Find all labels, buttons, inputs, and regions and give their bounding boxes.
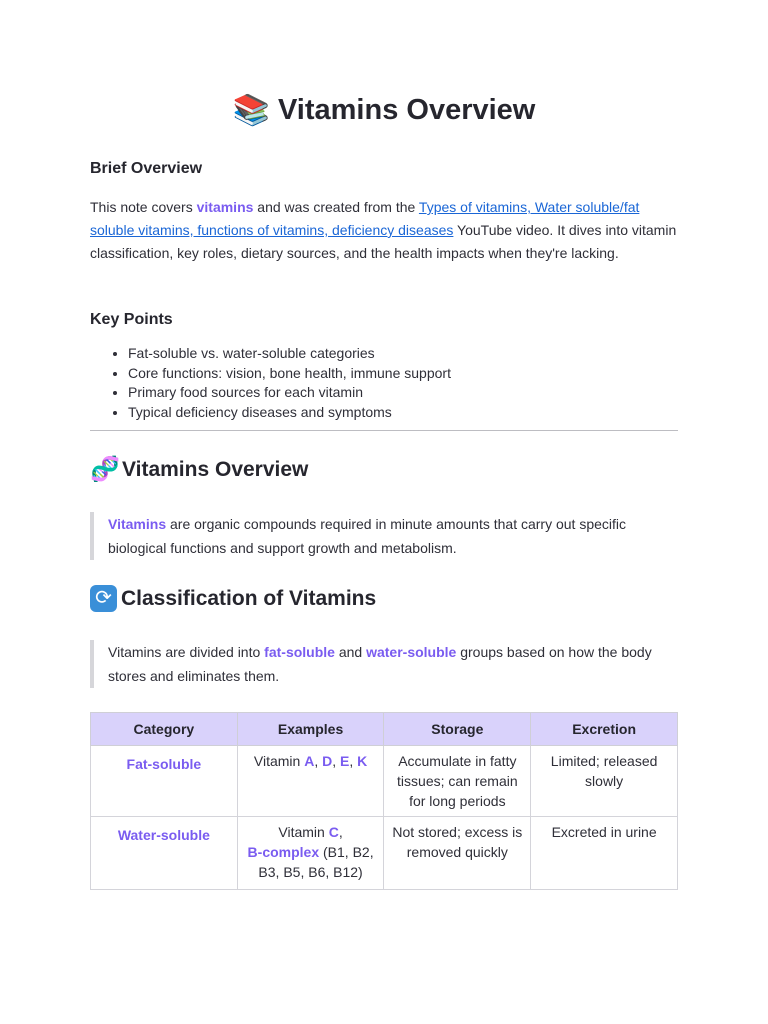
highlight-water-soluble: water-soluble — [366, 644, 457, 660]
classification-callout — [90, 640, 680, 688]
list-item: • Primary food sources for each vitamin — [128, 383, 678, 403]
list-item: • Core functions: vision, bone health, immune support — [128, 364, 678, 384]
vitamin-classification-table — [90, 712, 678, 890]
list-item: • Typical deficiency diseases and symptoms — [128, 403, 678, 423]
storage-cell: Not stored; excess is removed quickly — [384, 817, 531, 890]
category-cell — [91, 746, 238, 817]
category-fat-soluble: Fat-soluble — [126, 756, 202, 772]
brief-overview-heading: Brief Overview — [90, 160, 203, 177]
page-title-text: Vitamins Overview — [277, 94, 536, 126]
b-complex-list: (B1, B2, B3, B5, B6, B12) — [258, 844, 374, 880]
page-title — [0, 94, 768, 127]
brief-text-2: and was created from the — [253, 199, 419, 215]
table-header-row — [91, 713, 678, 746]
highlight-vitamins: Vitamins — [108, 516, 167, 532]
vitamin-k: K — [357, 753, 368, 769]
section-heading-text: Vitamins Overview — [122, 458, 309, 481]
examples-prefix: Vitamin — [253, 753, 305, 769]
separator: , — [338, 824, 343, 840]
column-header: Storage — [384, 713, 531, 746]
classification-text-2: and — [334, 644, 367, 660]
books-icon: 📚 — [232, 93, 270, 127]
classification-text-3: groups based on how the body stores and eliminates them. — [108, 644, 652, 684]
excretion-cell: Limited; released slowly — [531, 746, 678, 817]
brief-overview-paragraph — [90, 196, 680, 265]
examples-cell — [237, 817, 384, 890]
vitamin-a: A — [304, 753, 315, 769]
brief-highlight-vitamins: vitamins — [196, 199, 254, 215]
definition-text: are organic compounds required in minute amounts that carry out specific biological functions and support growth and metabolism. — [108, 516, 627, 556]
table-row — [91, 746, 678, 817]
highlight-fat-soluble: fat-soluble — [264, 644, 335, 660]
cycle-arrows-icon: ⟳ — [90, 585, 117, 612]
category-water-soluble: Water-soluble — [117, 827, 210, 843]
vitamin-d: D — [322, 753, 333, 769]
column-header: Excretion — [531, 713, 678, 746]
vitamin-b-complex: B-complex — [247, 844, 320, 860]
section-vitamins-overview-heading — [90, 458, 308, 482]
examples-cell — [237, 746, 384, 817]
dna-icon: 🧬 — [90, 456, 120, 483]
separator: , — [314, 753, 323, 769]
classification-text-1: Vitamins are divided into — [108, 644, 265, 660]
storage-cell: Accumulate in fatty tissues; can remain for long periods — [384, 746, 531, 817]
column-header: Category — [91, 713, 238, 746]
list-item: • Fat-soluble vs. water-soluble categories — [128, 344, 678, 364]
key-points-heading: Key Points — [90, 311, 173, 328]
section-heading-text: Classification of Vitamins — [121, 586, 377, 610]
category-cell — [91, 817, 238, 890]
examples-prefix: Vitamin — [278, 824, 329, 840]
brief-text-3: YouTube video. It dives into vitamin classification, key roles, dietary sources, and the health impacts when they're lacking. — [90, 222, 677, 261]
key-points-list — [128, 344, 678, 422]
separator: , — [332, 753, 341, 769]
section-classification-heading — [90, 585, 376, 612]
table-row — [91, 817, 678, 890]
separator: , — [349, 753, 358, 769]
divider — [90, 430, 678, 431]
youtube-video-link[interactable]: Types of vitamins, Water soluble/fat soluble vitamins, functions of vitamins, deficiency diseases — [90, 199, 640, 238]
vitamin-e: E — [340, 753, 350, 769]
vitamins-definition-callout — [90, 512, 680, 560]
excretion-cell: Excreted in urine — [531, 817, 678, 890]
vitamin-c: C — [328, 824, 339, 840]
brief-text-1: This note covers — [90, 199, 197, 215]
column-header: Examples — [237, 713, 384, 746]
